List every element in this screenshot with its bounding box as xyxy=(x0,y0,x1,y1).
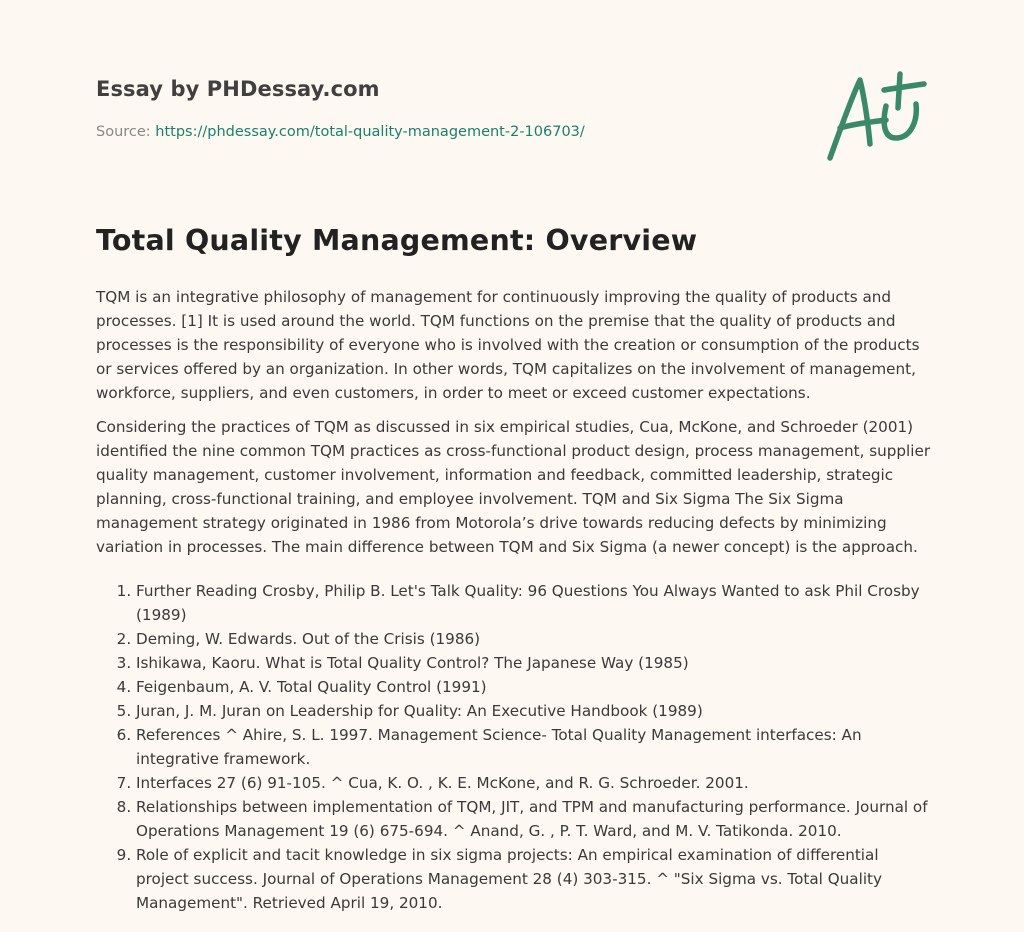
list-item: 2. Deming, W. Edwards. Out of the Crisis (1986) xyxy=(136,627,932,651)
list-item: 8. Relationships between implementation of TQM, JIT, and TPM and manufacturing performance. Journal of Operations Management 19 (6) 675-694. ^ Anand, G. , P. T. Ward, and M. V. Tatikonda. 2010. xyxy=(136,795,932,843)
page-title: Total Quality Management: Overview xyxy=(96,224,698,257)
paragraph: TQM is an integrative philosophy of management for continuously improving the quality of products and processes. [1] It is used around the world. TQM functions on the premise that the quality of products and processes is the responsibility of everyone who is involved with the creation or consumption of the products or services offered by an organization. In other words, TQM capitalizes on the involvement of management, workforce, suppliers, and even customers, in order to meet or exceed customer expectations. xyxy=(96,288,920,402)
a-plus-logo-icon xyxy=(820,66,932,166)
list-item: 3. Ishikawa, Kaoru. What is Total Quality Control? The Japanese Way (1985) xyxy=(136,651,932,675)
list-item: 4. Feigenbaum, A. V. Total Quality Control (1991) xyxy=(136,675,932,699)
list-item: 9. Role of explicit and tacit knowledge in six sigma projects: An empirical examination of differential project success. Journal of Operations Management 28 (4) 303-315. ^ "Six Sigma vs. Total Quality Management". Retrieved April 19, 2010. xyxy=(136,843,932,915)
list-item: 5. Juran, J. M. Juran on Leadership for Quality: An Executive Handbook (1989) xyxy=(136,699,932,723)
reference-list xyxy=(96,579,932,915)
source-label: Source: xyxy=(96,124,156,140)
list-item: 7. Interfaces 27 (6) 91-105. ^ Cua, K. O. , K. E. McKone, and R. G. Schroeder. 2001. xyxy=(136,771,932,795)
site-brand: Essay by PHDessay.com xyxy=(96,77,380,101)
list-item: 1. Further Reading Crosby, Philip B. Let's Talk Quality: 96 Questions You Always Wanted to ask Phil Crosby (1989) xyxy=(136,579,932,627)
list-item: 6. References ^ Ahire, S. L. 1997. Management Science- Total Quality Management interfaces: An integrative framework. xyxy=(136,723,932,771)
article-body xyxy=(96,285,932,915)
paragraph: Considering the practices of TQM as discussed in six empirical studies, Cua, McKone, and Schroeder (2001) identified the nine common TQM practices as cross-functional product design, process management, supplier quality management, customer involvement, information and feedback, committed leadership, strategic planning, cross-functional training, and employee involvement. TQM and Six Sigma The Six Sigma management strategy originated in 1986 from Motorola’s drive towards reducing defects by minimizing variation in processes. The main difference between TQM and Six Sigma (a newer concept) is the approach. xyxy=(96,418,931,556)
source-link[interactable]: https://phdessay.com/total-quality-management-2-106703/ xyxy=(155,124,585,140)
source-line xyxy=(96,124,585,140)
